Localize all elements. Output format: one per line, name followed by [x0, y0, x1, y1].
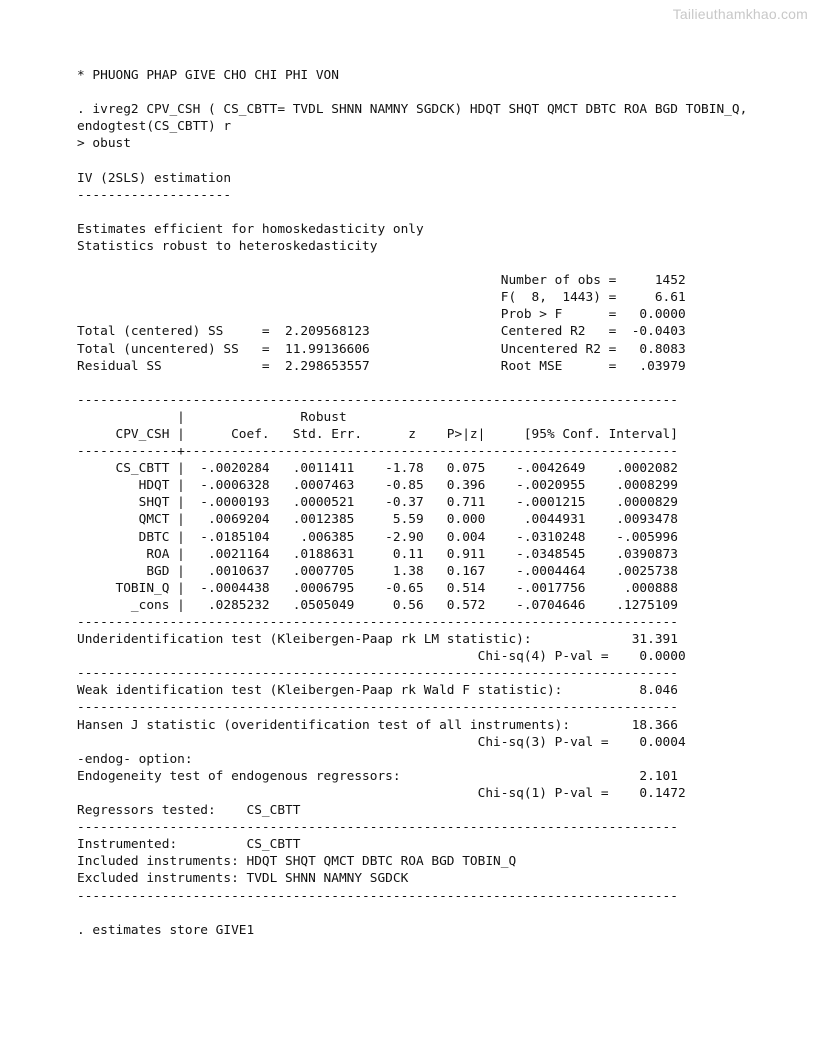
output-line: Instrumented: CS_CBTT [77, 837, 301, 853]
output-line: * PHUONG PHAP GIVE CHO CHI PHI VON [77, 68, 339, 83]
output-line: TOBIN_Q | -.0004438 .0006795 -0.65 0.514 -.0017756 .000888 [77, 580, 678, 596]
output-line: Excluded instruments: TVDL SHNN NAMNY SGDCK [77, 871, 409, 887]
output-line: Prob > F = 0.0000 [77, 307, 686, 323]
output-line: Chi-sq(1) P-val = 0.1472 [77, 785, 686, 801]
output-line: Included instruments: HDQT SHQT QMCT DBTC ROA BGD TOBIN_Q [77, 854, 517, 870]
output-line: endogtest(CS_CBTT) r [77, 119, 232, 135]
output-line: Chi-sq(4) P-val = 0.0000 [77, 649, 686, 665]
output-line: DBTC | -.0185104 .006385 -2.90 0.004 -.0310248 -.005996 [77, 529, 678, 545]
stata-output [77, 67, 747, 939]
output-line: CS_CBTT | -.0020284 .0011411 -1.78 0.075 -.0042649 .0002082 [77, 461, 678, 477]
output-line: ------------------------------------------------------------------------------ [77, 820, 678, 836]
output-line: -endog- option: [77, 751, 193, 767]
output-line: ------------------------------------------------------------------------------ [77, 392, 678, 408]
output-line: F( 8, 1443) = 6.61 [77, 290, 686, 306]
watermark: Tailieuthamkhao.com [672, 6, 808, 22]
output-line: Hansen J statistic (overidentification test of all instruments): 18.366 [77, 717, 678, 733]
output-line: | Robust [77, 409, 347, 425]
output-line: _cons | .0285232 .0505049 0.56 0.572 -.0704646 .1275109 [77, 597, 678, 613]
output-line: Estimates efficient for homoskedasticity only [77, 221, 424, 237]
output-line: ------------------------------------------------------------------------------ [77, 888, 678, 904]
output-line: BGD | .0010637 .0007705 1.38 0.167 -.0004464 .0025738 [77, 563, 678, 579]
output-line: ROA | .0021164 .0188631 0.11 0.911 -.0348545 .0390873 [77, 546, 678, 562]
output-line: Number of obs = 1452 [77, 273, 686, 289]
output-line: > obust [77, 136, 131, 152]
output-line: Statistics robust to heteroskedasticity [77, 238, 378, 254]
output-line: . ivreg2 CPV_CSH ( CS_CBTT= TVDL SHNN NAMNY SGDCK) HDQT SHQT QMCT DBTC ROA BGD TOBIN_Q, [77, 102, 748, 118]
output-line: . estimates store GIVE1 [77, 922, 255, 938]
output-line: ------------------------------------------------------------------------------ [77, 615, 678, 630]
output-line: SHQT | -.0000193 .0000521 -0.37 0.711 -.0001215 .0000829 [77, 495, 678, 511]
output-line: IV (2SLS) estimation [77, 170, 232, 186]
output-line: Regressors tested: CS_CBTT [77, 803, 301, 819]
output-line: Total (uncentered) SS = 11.99136606 Uncentered R2 = 0.8083 [77, 341, 686, 357]
output-line: ------------------------------------------------------------------------------ [77, 700, 678, 716]
output-line: ------------------------------------------------------------------------------ [77, 666, 678, 682]
output-line: -------------------- [77, 187, 232, 203]
output-line: CPV_CSH | Coef. Std. Err. z P>|z| [95% Conf. Interval] [77, 426, 678, 442]
output-line: Underidentification test (Kleibergen-Paap rk LM statistic): 31.391 [77, 632, 678, 648]
output-line: -------------+---------------------------------------------------------------- [77, 444, 678, 460]
output-line: Endogeneity test of endogenous regressors: 2.101 [77, 768, 678, 784]
output-line: Total (centered) SS = 2.209568123 Centered R2 = -0.0403 [77, 324, 686, 340]
output-line: Residual SS = 2.298653557 Root MSE = .03979 [77, 358, 686, 374]
output-line: QMCT | .0069204 .0012385 5.59 0.000 .0044931 .0093478 [77, 512, 678, 528]
output-line: Chi-sq(3) P-val = 0.0004 [77, 734, 686, 750]
output-line: HDQT | -.0006328 .0007463 -0.85 0.396 -.0020955 .0008299 [77, 478, 678, 494]
output-line: Weak identification test (Kleibergen-Paap rk Wald F statistic): 8.046 [77, 683, 678, 699]
